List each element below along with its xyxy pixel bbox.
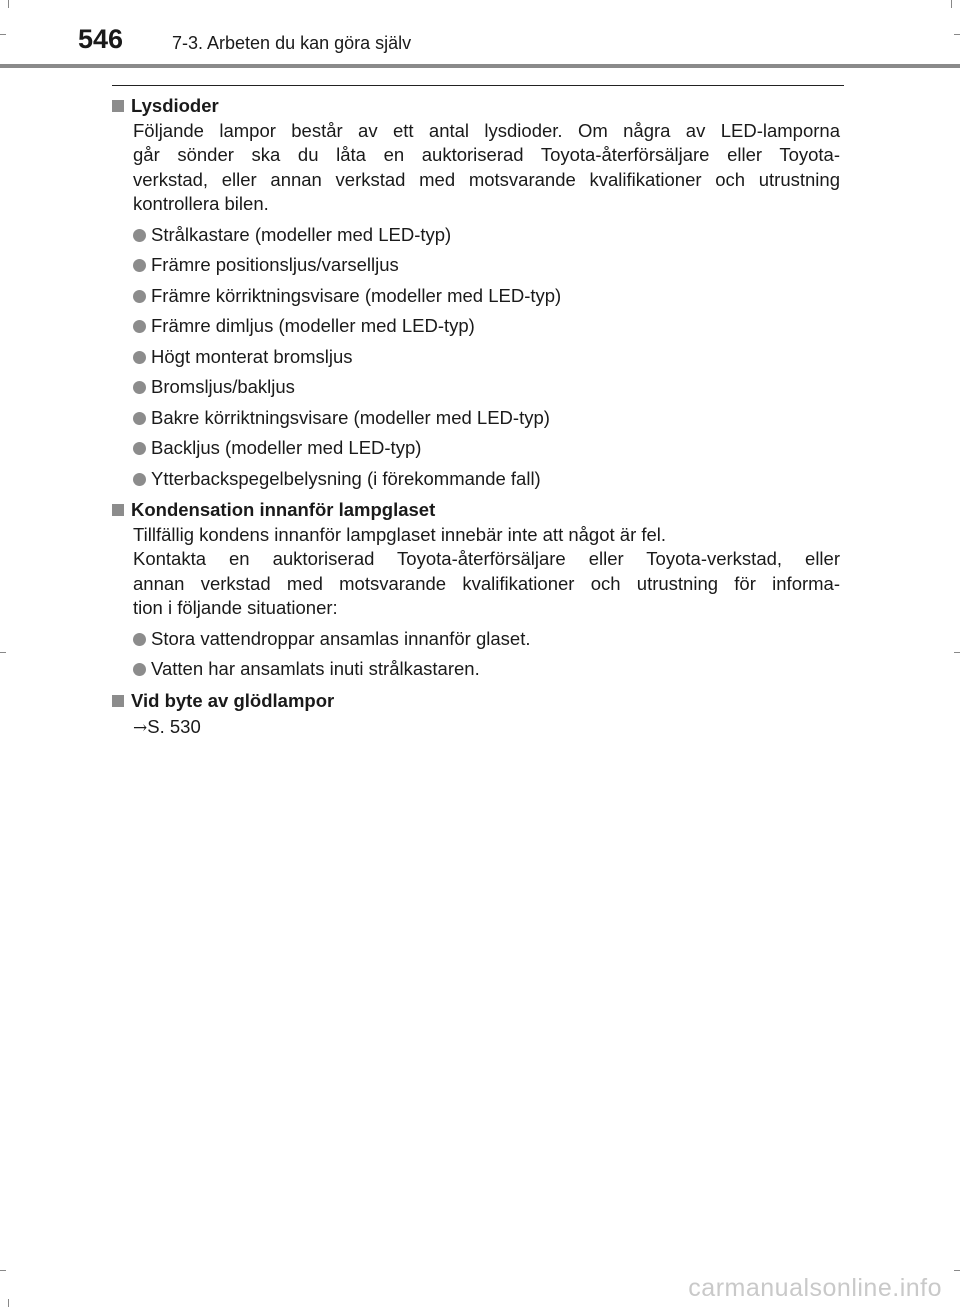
list-item-text: Främre körriktningsvisare (modeller med LED-typ) xyxy=(151,284,562,306)
list-item-text: Strålkastare (modeller med LED-typ) xyxy=(151,223,452,245)
list-item xyxy=(133,467,840,492)
list-item xyxy=(133,223,840,248)
heading-text: Kondensation innanför lampglaset xyxy=(131,499,436,520)
bullet-list xyxy=(112,627,840,682)
crop-mark xyxy=(951,0,952,8)
paragraph-line: kontrollera bilen. xyxy=(133,193,269,214)
list-item-text: Högt monterat bromsljus xyxy=(151,345,353,367)
circle-bullet-icon xyxy=(133,351,146,364)
section-heading-kondensation xyxy=(112,498,840,523)
page-number: 546 xyxy=(78,24,124,54)
page-header xyxy=(0,0,960,70)
circle-bullet-icon xyxy=(133,473,146,486)
list-item xyxy=(133,657,840,682)
circle-bullet-icon xyxy=(133,259,146,272)
bullet-list xyxy=(112,223,840,492)
circle-bullet-icon xyxy=(133,442,146,455)
circle-bullet-icon xyxy=(133,663,146,676)
circle-bullet-icon xyxy=(133,412,146,425)
list-item xyxy=(133,436,840,461)
paragraph-line: Tillfällig kondens innanför lampglaset innebär inte att något är fel. xyxy=(133,523,667,545)
circle-bullet-icon xyxy=(133,633,146,646)
list-item xyxy=(133,627,840,652)
paragraph-line: Följande lampor består av ett antal lysdioder. Om några av LED-lamporna xyxy=(133,119,840,141)
heading-text: Lysdioder xyxy=(131,95,219,116)
list-item-text: Bakre körriktningsvisare (modeller med LED-typ) xyxy=(151,406,550,428)
list-item-text: Backljus (modeller med LED-typ) xyxy=(151,437,422,458)
square-bullet-icon xyxy=(112,504,124,516)
crop-mark xyxy=(954,34,960,35)
heading-text: Vid byte av glödlampor xyxy=(131,689,335,711)
crop-mark xyxy=(954,1270,960,1271)
paragraph-line: annan verkstad med motsvarande kvalifikationer och utrustning för informa- xyxy=(133,572,840,594)
circle-bullet-icon xyxy=(133,320,146,333)
paragraph-line: verkstad, eller annan verkstad med motsvarande kvalifikationer och utrustning xyxy=(133,168,840,190)
section-heading-glodlampor xyxy=(112,689,840,714)
list-item-text: Stora vattendroppar ansamlas innanför glaset. xyxy=(151,627,531,649)
paragraph-line: går sönder ska du låta en auktoriserad Toyota-återförsäljare eller Toyota- xyxy=(133,144,840,165)
list-item xyxy=(133,406,840,431)
crop-mark xyxy=(8,0,9,8)
circle-bullet-icon xyxy=(133,381,146,394)
crop-mark xyxy=(8,1299,9,1307)
reference-text: S. 530 xyxy=(147,716,201,737)
crop-mark xyxy=(0,652,6,653)
section-title: 7-3. Arbeten du kan göra själv xyxy=(172,33,412,53)
list-item-text: Främre positionsljus/varselljus xyxy=(151,254,399,275)
circle-bullet-icon xyxy=(133,229,146,242)
circle-bullet-icon xyxy=(133,290,146,303)
paragraph-line: Kontakta en auktoriserad Toyota-återförsäljare eller Toyota-verkstad, eller xyxy=(133,548,840,569)
header-rule xyxy=(0,64,960,68)
list-item xyxy=(133,253,840,278)
paragraph-line: tion i följande situationer: xyxy=(133,597,338,618)
content-rule xyxy=(112,85,844,86)
crop-mark xyxy=(954,652,960,653)
crop-mark xyxy=(0,34,6,35)
square-bullet-icon xyxy=(112,100,124,112)
list-item xyxy=(133,375,840,400)
square-bullet-icon xyxy=(112,695,124,707)
list-item xyxy=(133,284,840,309)
crop-mark xyxy=(0,1270,6,1271)
arrow-right-icon: → xyxy=(133,718,148,738)
list-item-text: Bromsljus/bakljus xyxy=(151,376,295,397)
list-item-text: Främre dimljus (modeller med LED-typ) xyxy=(151,315,475,336)
list-item xyxy=(133,314,840,339)
section-paragraph xyxy=(133,119,840,217)
list-item xyxy=(133,345,840,370)
page-content xyxy=(112,94,840,741)
list-item-text: Vatten har ansamlats inuti strålkastaren. xyxy=(151,658,480,679)
page-reference-link[interactable] xyxy=(133,715,840,741)
footer-watermark: carmanualsonline.info xyxy=(688,1274,942,1302)
section-paragraph xyxy=(133,523,840,621)
list-item-text: Ytterbackspegelbelysning (i förekommande fall) xyxy=(151,467,541,489)
section-heading-lysdioder xyxy=(112,94,840,119)
